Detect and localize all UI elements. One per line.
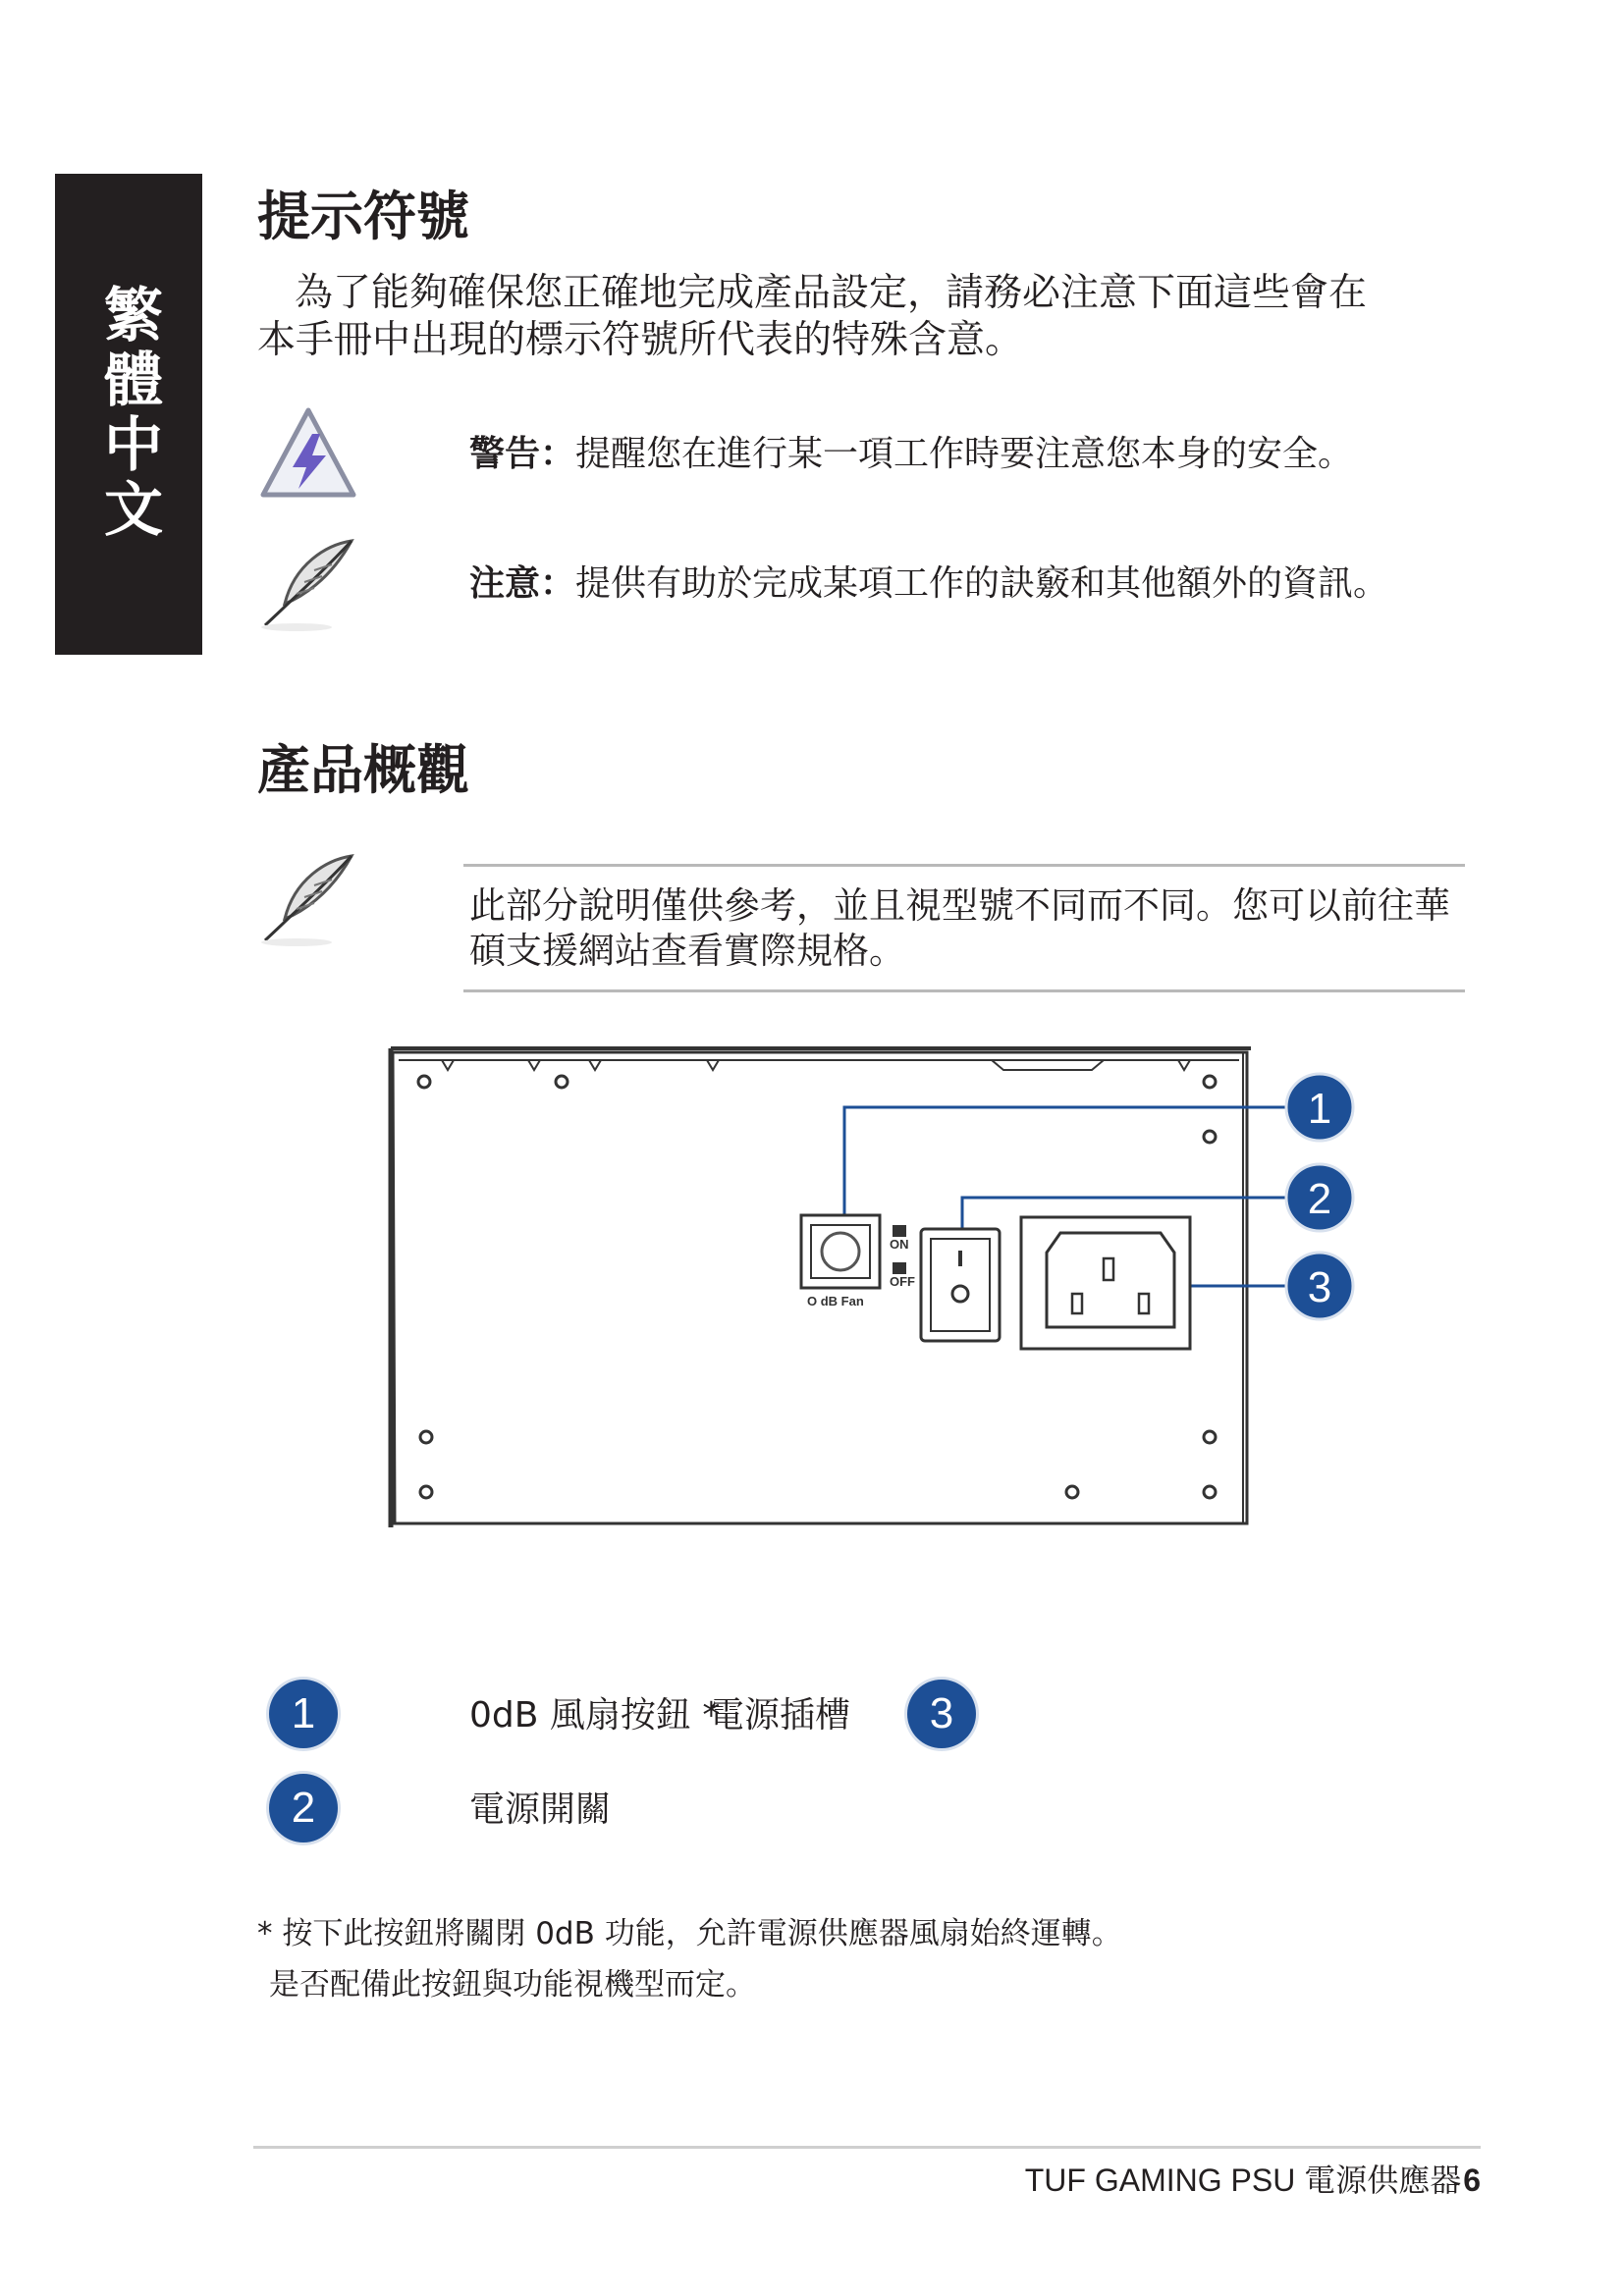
legend-badge-2: 2 bbox=[269, 1774, 338, 1842]
legend-text-fan-button: 0dB 風扇按鈕 * bbox=[469, 1695, 721, 1735]
fan-button-label: O dB Fan bbox=[807, 1294, 864, 1308]
intro-line-2: 本手冊中出現的標示符號所代表的特殊含意。 bbox=[257, 318, 1024, 362]
footnote-line-1: * 按下此按鈕將關閉 0dB 功能，允許電源供應器風扇始終運轉。 bbox=[257, 1916, 1122, 1951]
feather-note-icon bbox=[257, 535, 359, 633]
legend-text-power-switch: 電源開關 bbox=[469, 1789, 612, 1830]
language-tab bbox=[55, 174, 202, 655]
intro-line-1: 為了能夠確保您正確地完成產品設定，請務必注意下面這些會在 bbox=[295, 271, 1368, 315]
warning-notice bbox=[469, 433, 1353, 476]
legend-text-power-inlet: 電源插槽 bbox=[709, 1695, 851, 1735]
callout-badge-2 bbox=[1286, 1164, 1353, 1231]
legend-badge-3: 3 bbox=[907, 1680, 976, 1748]
legend-badge-1: 1 bbox=[269, 1680, 338, 1748]
note-notice bbox=[469, 562, 1388, 606]
note-bottom-rule bbox=[463, 989, 1465, 992]
svg-text:2: 2 bbox=[1307, 1175, 1332, 1223]
footnote-line-2: 是否配備此按鈕與功能視機型而定。 bbox=[269, 1967, 756, 2002]
callout-badge-3 bbox=[1286, 1253, 1353, 1319]
svg-text:1: 1 bbox=[1307, 1085, 1332, 1133]
page-number: 6 bbox=[1463, 2163, 1481, 2198]
overview-note-line-1: 此部分說明僅供參考，並且視型號不同而不同。您可以前往華 bbox=[469, 884, 1450, 927]
svg-text:3: 3 bbox=[1307, 1263, 1332, 1311]
note-text: 提供有助於完成某項工作的訣竅和其他額外的資訊。 bbox=[575, 563, 1389, 604]
warning-text: 提醒您在進行某一項工作時要注意您本身的安全。 bbox=[575, 434, 1354, 474]
fan-off-label: OFF bbox=[890, 1274, 915, 1289]
warning-lightning-icon bbox=[257, 404, 359, 503]
note-label: 注意： bbox=[469, 563, 576, 604]
language-tab-label: 繁體中文 bbox=[94, 284, 163, 543]
warning-label: 警告： bbox=[469, 434, 576, 474]
callout-badge-1 bbox=[1286, 1074, 1353, 1141]
footer-rule bbox=[253, 2146, 1481, 2149]
overview-note-line-2: 碩支援網站查看實際規格。 bbox=[469, 930, 905, 972]
section-title-overview: 產品概觀 bbox=[257, 739, 469, 801]
fan-on-label: ON bbox=[890, 1237, 909, 1252]
feather-note-icon bbox=[257, 850, 359, 948]
section-title-notices: 提示符號 bbox=[257, 186, 469, 247]
fan-button bbox=[822, 1233, 859, 1270]
page-footer bbox=[1025, 2156, 1481, 2201]
footer-title: TUF GAMING PSU 電源供應器 bbox=[1024, 2163, 1462, 2198]
psu-rear-panel-diagram bbox=[383, 1041, 1375, 1541]
note-top-rule bbox=[463, 864, 1465, 867]
